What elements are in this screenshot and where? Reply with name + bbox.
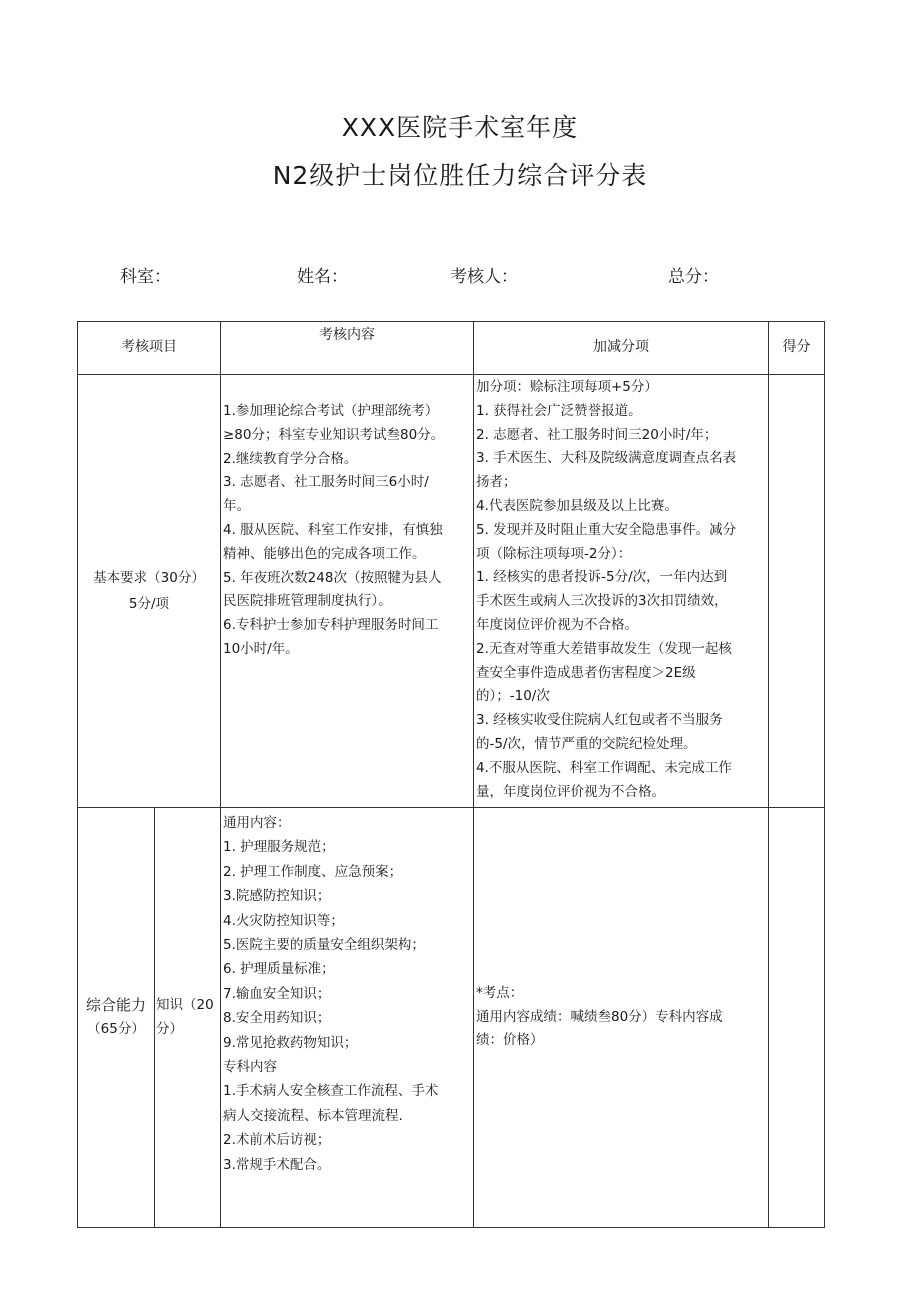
header-row bbox=[78, 322, 825, 375]
basic-content-line: 2.继续教育学分合格。 bbox=[223, 450, 358, 467]
basic-sub-label: 5分/项 bbox=[128, 596, 170, 612]
ability-content-line: 专科内容 bbox=[223, 1059, 277, 1076]
ability-content-line: 5.医院主要的质量安全组织架构； bbox=[223, 937, 425, 954]
basic-score-cell bbox=[769, 375, 825, 808]
basic-label: 基本要求（30分） bbox=[93, 570, 205, 586]
basic-content-line: 10小时/年。 bbox=[223, 640, 299, 657]
basic-content-line: ≥80分；科室专业知识考试叁80分。 bbox=[223, 426, 445, 443]
basic-content-line: 5. 年夜班次数248次（按照犍为县人 bbox=[223, 569, 442, 586]
basic-bonus-line: 3. 手术医生、大科及院级满意度调查点名表 bbox=[476, 450, 737, 467]
title-line-1: XXX医院手术室年度 bbox=[341, 113, 579, 142]
basic-bonus-line: 量，年度岗位评价视为不合格。 bbox=[476, 783, 665, 800]
ability-bonus-line: 通用内容成绩：喊绩叁80分）专科内容成 bbox=[476, 1008, 723, 1025]
basic-bonus-line: 加分项：赊标注项每项+5分） bbox=[476, 379, 658, 395]
name-label: 姓名： bbox=[297, 267, 348, 287]
basic-bonus-cell bbox=[474, 375, 769, 808]
ability-content-line: 3.常规手术配合。 bbox=[223, 1156, 331, 1173]
title-line-2: N2级护士岗位胜任力综合评分表 bbox=[272, 161, 648, 190]
basic-content-line: 1.参加理论综合考试（护理部统考） bbox=[223, 403, 439, 419]
ability-label: 综合能力 bbox=[85, 995, 146, 1014]
basic-row bbox=[78, 375, 825, 808]
ability-bonus-line: 绩：价格） bbox=[476, 1032, 544, 1049]
ability-content-line: 病人交接流程、标本管理流程. bbox=[223, 1107, 403, 1124]
dept-label: 科室： bbox=[120, 267, 171, 287]
basic-content-line: 精神、能够出色的完成各项工作。 bbox=[223, 545, 426, 562]
basic-bonus-line: 项（除标注项每项-2分）： bbox=[476, 545, 632, 562]
ability-content-line: 4.火灾防控知识等； bbox=[223, 912, 344, 929]
basic-bonus-line: 3. 经核实收受住院病人红包或者不当服务 bbox=[476, 712, 723, 729]
header-item: 考核项目 bbox=[78, 322, 221, 375]
ability-row bbox=[78, 808, 825, 1228]
knowledge-label: 知识（20 bbox=[156, 996, 214, 1013]
ability-content-line: 通用内容： bbox=[223, 815, 291, 831]
ability-bonus-line: *考点： bbox=[476, 984, 524, 1001]
ability-content-line: 2. 护理工作制度、应急预案； bbox=[223, 863, 403, 880]
basic-bonus-line: 年度岗位评价视为不合格。 bbox=[476, 616, 638, 633]
knowledge-label-cell bbox=[155, 808, 221, 1228]
header-bonus: 加减分项 bbox=[474, 322, 769, 375]
ability-content-line: 2.术前术后访视； bbox=[223, 1132, 331, 1149]
basic-bonus-line: 手术医生或病人三次投诉的3次扣罚绩效， bbox=[476, 593, 728, 610]
assessor-label: 考核人： bbox=[450, 267, 518, 287]
total-label: 总分： bbox=[668, 267, 719, 287]
basic-bonus-line: 4.代表医院参加县级及以上比赛。 bbox=[476, 497, 678, 514]
basic-bonus-line: 扬者； bbox=[476, 474, 517, 491]
basic-content-line: 民医院排班管理制度执行）。 bbox=[223, 593, 392, 610]
ability-content-line: 9.常见抢救药物知识； bbox=[223, 1034, 358, 1051]
ability-content-line: 1.手术病人安全核查工作流程、手术 bbox=[223, 1083, 439, 1100]
basic-bonus-line: 4.不服从医院、科室工作调配、未完成工作 bbox=[476, 759, 732, 776]
basic-bonus-line: 2. 志愿者、社工服务时间三20小时/年； bbox=[476, 426, 718, 443]
header-content: 考核内容 bbox=[221, 322, 474, 375]
basic-bonus-line: 查安全事件造成患者伤害程度＞2E级 bbox=[476, 664, 696, 681]
basic-bonus-line: 的-5/次，情节严重的交院纪检处理。 bbox=[476, 735, 697, 752]
basic-bonus-line: 2.无查对等重大差错事故发生（发现一起核 bbox=[476, 640, 732, 657]
ability-content-line: 3.院感防控知识； bbox=[223, 888, 331, 905]
ability-sub-label: （65分） bbox=[87, 1020, 145, 1037]
basic-bonus-line: 1. 获得社会广泛赞誉报道。 bbox=[476, 402, 642, 419]
ability-score-cell bbox=[769, 808, 825, 1228]
header-score: 得分 bbox=[769, 322, 825, 375]
ability-content-line: 8.安全用药知识； bbox=[223, 1010, 331, 1027]
basic-content-line: 3. 志愿者、社工服务时间三6小时/ bbox=[223, 474, 429, 491]
ability-content-line: 1. 护理服务规范； bbox=[223, 839, 335, 856]
basic-label-cell bbox=[78, 375, 221, 808]
ability-content-line: 6. 护理质量标准； bbox=[223, 961, 335, 978]
ability-label-cell bbox=[78, 808, 155, 1228]
basic-content-line: 4. 服从医院、科室工作安排，有慎独 bbox=[223, 521, 443, 538]
basic-content-cell bbox=[221, 375, 474, 808]
basic-bonus-line: 5. 发现并及时阻止重大安全隐患事件。减分 bbox=[476, 521, 737, 538]
basic-content-line: 年。 bbox=[223, 498, 250, 515]
basic-content-line: 6.专科护士参加专科护理服务时间工 bbox=[223, 617, 439, 634]
ability-content-line: 7.输血安全知识； bbox=[223, 985, 331, 1002]
basic-bonus-line: 的）；-10/次 bbox=[476, 688, 550, 705]
basic-bonus-line: 1. 经核实的患者投诉-5分/次，一年内达到 bbox=[476, 569, 728, 586]
ability-bonus-cell bbox=[474, 808, 769, 1228]
score-table bbox=[77, 321, 825, 1228]
ability-content-cell bbox=[221, 808, 474, 1228]
knowledge-sub-label: 分） bbox=[156, 1020, 183, 1037]
